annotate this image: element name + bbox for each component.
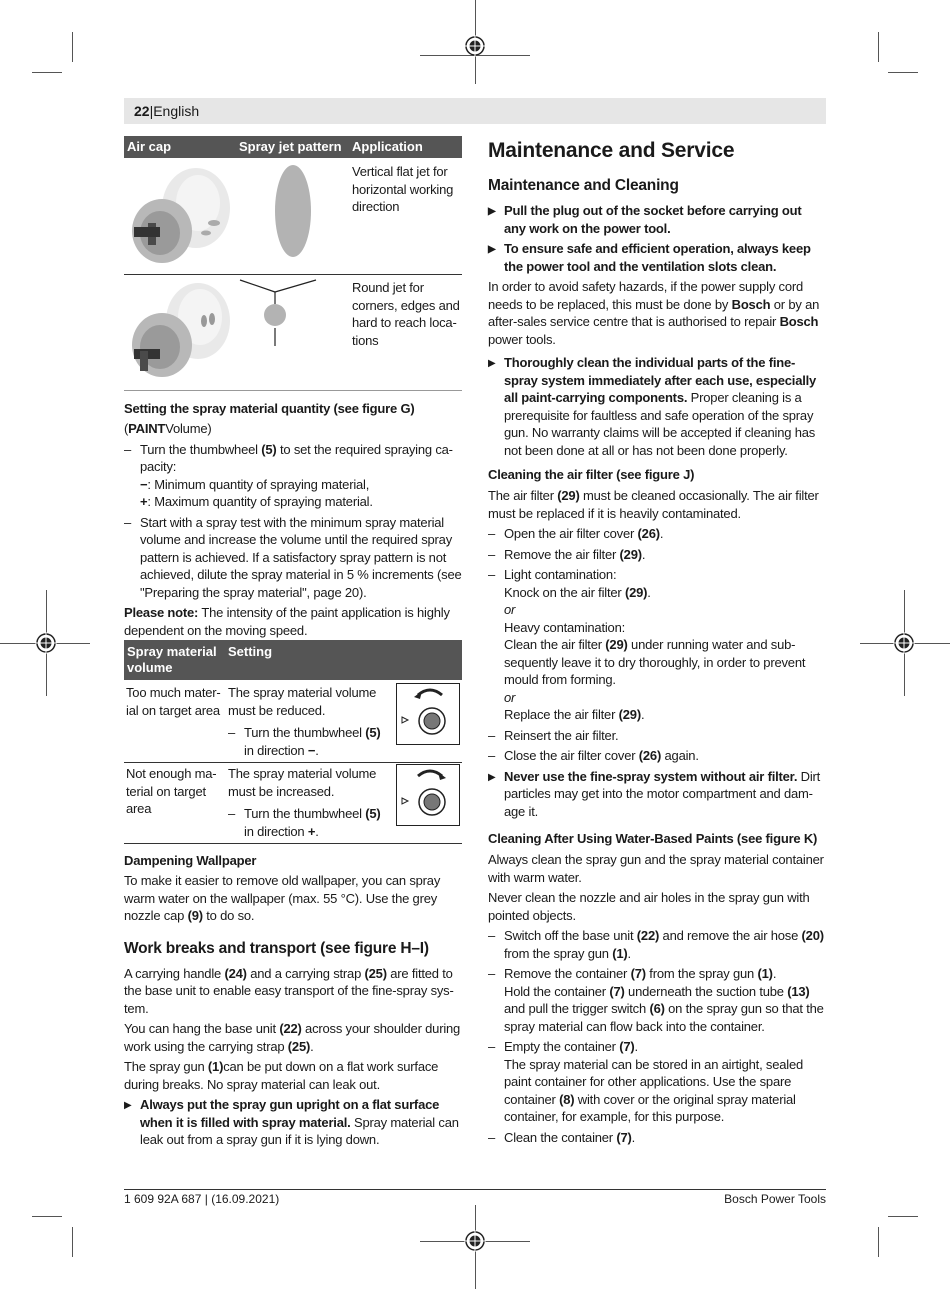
right-column-text [488,138,826,1149]
dampening-heading: Dampening Wallpaper [124,853,257,868]
water-paints-heading: Cleaning After Using Water-Based Paints (see figure K) [488,831,818,846]
maintenance-cleaning-heading: Maintenance and Cleaning [488,177,679,194]
note-paragraph: Please note: The intensity of the paint application is highly dependent on the moving speed. [124,605,450,638]
water-paragraph: Always clean the spray gun and the spray material container with warm water. [488,852,824,885]
list-item: – Open the air filter cover (26). [488,525,826,543]
vertical-flat-jet-pattern [274,163,312,259]
work-paragraph: You can hang the base unit (22) across your shoulder during work using the carrying strap (25). [124,1021,461,1054]
thumbwheel-decrease-icon [396,683,460,745]
list-item: – Light contamination: Knock on the air filter (29). or Heavy contamination: Clean the air filter (29) under running water and subsequently leave it to dry thoroughly, in order to prevent mould from forming. or Replace the air filter (29). [488,566,826,724]
table-divider [124,390,462,391]
list-item: – Clean the container (7). [488,1129,826,1147]
warning-item: ▶ Pull the plug out of the socket before carrying out any work on the power tool. [488,202,826,237]
registration-mark-icon [464,35,486,57]
round-jet-pattern [238,278,320,348]
table-divider [124,274,462,275]
left-column-text [124,400,462,642]
maintenance-heading: Maintenance and Service [488,139,735,162]
quantity-heading: Setting the spray material quantity (see figure G) [124,401,415,416]
volume-row-2-action: – Turn the thumbwheel (5) in direction +. [228,805,390,843]
crop-mark [72,1227,73,1257]
volume-row-2-setting: The spray material volume must be increased. [228,766,377,799]
list-item: – Remove the container (7) from the spray gun (1). Hold the container (7) underneath the suction tube (13) and pull the trigger switch (6) on the spray gun so that the spray material can flow back into the container. [488,965,826,1035]
filter-heading: Cleaning the air filter (see figure J) [488,467,695,482]
work-paragraph: A carrying handle (24) and a carrying strap (25) are fitted to the base unit to enable easy transport of the fine-spray system. [124,965,454,1016]
thumbwheel-increase-icon [396,764,460,826]
list-item: – Empty the container (7). The spray material can be stored in an airtight, sealed paint container for other applications. Use the spare container (8) with cover or the original spray material container, for example, for this purpose. [488,1038,826,1126]
table-divider [124,762,462,763]
warning-item: ▶ Always put the spray gun upright on a flat surface when it is filled with spray material. Spray material can leak out from a spray gun if it is lying down. [124,1096,462,1149]
volume-row-1-condition: Too much material on target area [126,685,221,718]
warning-item: ▶ Never use the fine-spray system without air filter. Dirt particles may get into the motor compartment and damage it. [488,768,826,821]
warning-item: ▶ To ensure safe and efficient operation, always keep the power tool and the ventilation slots clean. [488,240,826,275]
warning-item: ▶ Thoroughly clean the individual parts of the fine-spray system immediately after each use, especially all paint-carrying components. Proper cleaning is a prerequisite for faultless and safe operation of the spray gun. No warranty claims will be accepted if cleaning has not been done at all or has not been done properly. [488,354,826,459]
aircap-table-header [124,136,462,158]
registration-mark-icon [35,632,57,654]
crop-mark [32,72,62,73]
registration-mark-icon [464,1230,486,1252]
footer-brand: Bosch Power Tools [724,1192,826,1206]
filter-paragraph: The air filter (29) must be cleaned occasionally. The air filter must be replaced if it is heavily contaminated. [488,488,819,521]
volume-row-1-setting: The spray material volume must be reduced. [228,685,377,718]
work-breaks-heading: Work breaks and transport (see figure H–I) [124,939,429,957]
registration-mark-icon [893,632,915,654]
list-item: – Switch off the base unit (22) and remove the air hose (20) from the spray gun (1). [488,927,826,962]
crop-mark [32,1216,62,1217]
crop-mark [72,32,73,62]
list-item: – Close the air filter cover (26) again. [488,747,826,765]
crop-mark [888,72,918,73]
footer-rule [124,1189,826,1190]
list-item: – Reinsert the air filter. [488,727,826,745]
work-paragraph: The spray gun (1)can be put down on a flat work surface during breaks. No spray material can leak out. [124,1059,439,1092]
volume-table-header [124,640,462,680]
table-header-cell: Setting [228,644,273,659]
table-header-cell: Application [352,139,423,154]
left-column-lower [124,852,462,1152]
table-header-cell: Spray jet pattern [239,139,342,154]
table-header-cell: Spray material volume [127,644,217,675]
page-header [124,98,826,124]
crop-mark [888,1216,918,1217]
air-cap-image [126,163,230,269]
volume-row-2-condition: Not enough material on target area [126,766,217,816]
list-item: – Start with a spray test with the minimum spray material volume and increase the volume until the required spray pattern is achieved. If a satisfactory spray pattern is not achieved, dilute the spray material in 5 % increments (see "Preparing the spray material", page 20). [124,514,462,602]
table-divider [124,843,462,844]
dampening-paragraph: To make it easier to remove old wallpaper, you can spray warm water on the wallpaper (max. 55 °C). Use the grey nozzle cap (9) to do so. [124,873,441,923]
list-item: – Turn the thumbwheel (5) to set the required spraying capacity: −: Minimum quantity of spraying material, +: Maximum quantity of spraying material. [124,441,462,511]
page-number: 22|English [134,103,200,119]
table-header-cell: Air cap [127,139,172,154]
crop-mark [878,32,879,62]
footer-doc-number: 1 609 92A 687 | (16.09.2021) [124,1192,280,1206]
aircap-application-2: Round jet for corners, edges and hard to reach locations [352,280,460,348]
quantity-subheading: (PAINTVolume) [124,421,212,436]
volume-row-1-action: – Turn the thumbwheel (5) in direction −. [228,724,390,762]
aircap-application-1: Vertical flat jet for horizontal working direction [352,164,454,214]
cord-paragraph: In order to avoid safety hazards, if the power supply cord needs to be replaced, this must be done by Bosch or by an after-sales service centre that is authorised to repair Bosch power tools. [488,279,820,347]
water-paragraph: Never clean the nozzle and air holes in the spray gun with pointed objects. [488,890,810,923]
list-item: – Remove the air filter (29). [488,546,826,564]
crop-mark [878,1227,879,1257]
air-cap-image [126,279,230,385]
